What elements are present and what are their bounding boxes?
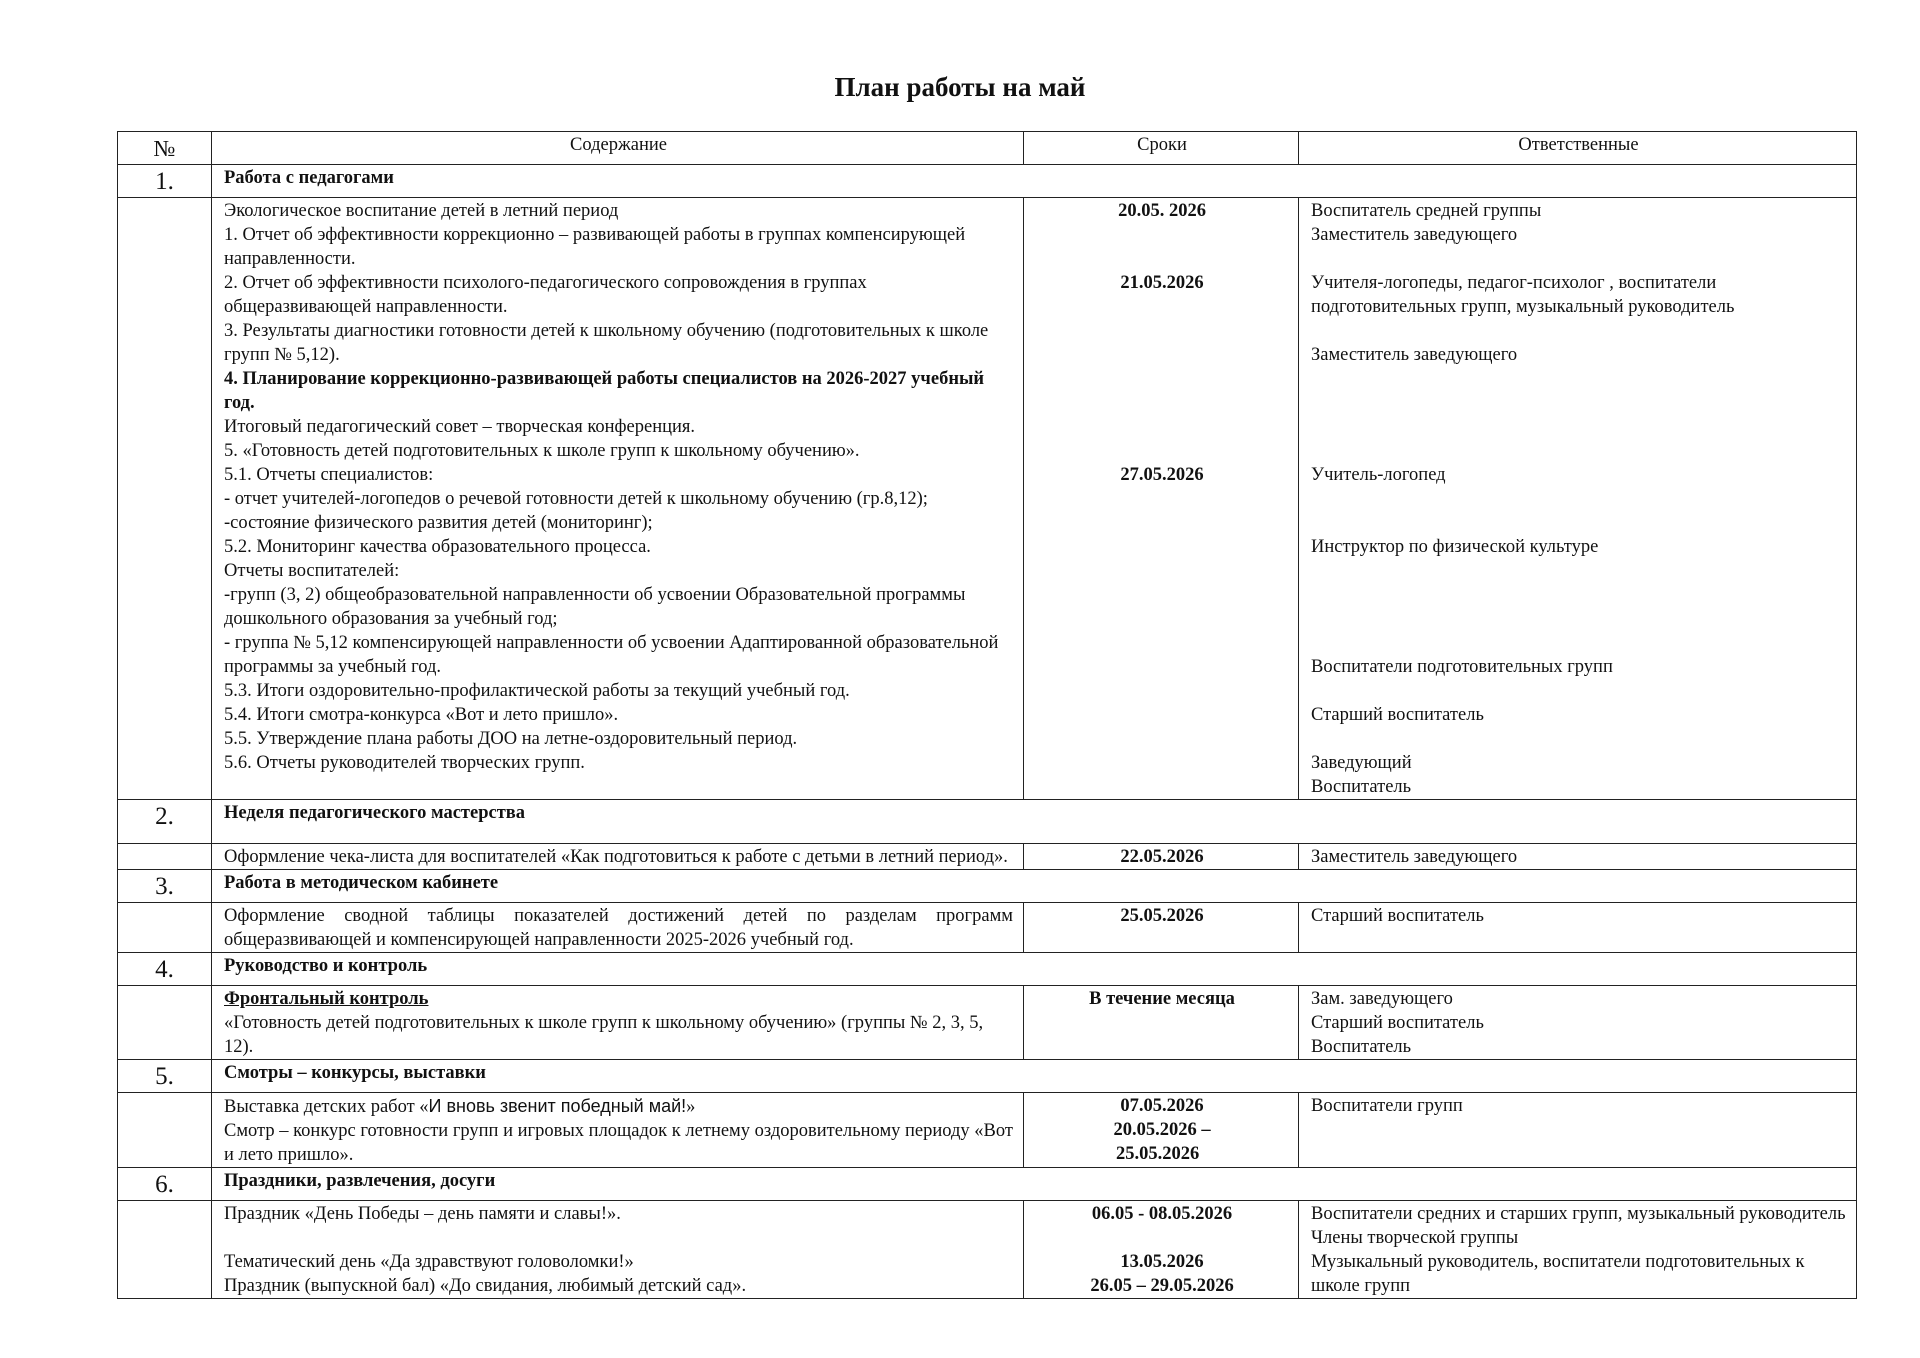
section-title: Руководство и контроль	[212, 953, 1857, 986]
responsible-line: Члены творческой группы	[1311, 1228, 1519, 1248]
content-line: Фронтальный контроль	[224, 989, 429, 1009]
content-line: «Готовность детей подготовительных к школе групп к школьному обучению» (группы № 2, 3, 5, 12).	[224, 1013, 984, 1057]
content-cell	[212, 1201, 1024, 1299]
work-plan-table	[117, 131, 1857, 1299]
content-line: Оформление чека-листа для воспитателей «Как подготовиться к работе с детьми в летний период».	[224, 847, 1008, 867]
content-line: 2. Отчет об эффективности психолого-педагогического сопровождения в группах общеразвивающей направленности.	[224, 273, 867, 317]
responsible-line: Старший воспитатель	[1311, 705, 1484, 725]
due-cell	[1024, 903, 1299, 953]
due-date: 13.05.2026	[1120, 1252, 1204, 1272]
responsible-cell	[1299, 1201, 1857, 1299]
section-number: 4.	[118, 953, 212, 986]
section-row-4	[118, 953, 1857, 986]
page-title: План работы на май	[834, 72, 1086, 102]
header-content: Содержание	[212, 132, 1024, 165]
due-date: 27.05.2026	[1120, 465, 1204, 485]
section-number: 5.	[118, 1060, 212, 1093]
empty-cell	[118, 1201, 212, 1299]
due-date: 20.05. 2026	[1118, 201, 1206, 221]
content-line: Праздник «День Победы – день памяти и славы!».	[224, 1204, 621, 1224]
header-responsible: Ответственные	[1299, 132, 1857, 165]
responsible-cell	[1299, 844, 1857, 870]
due-date: 06.05 - 08.05.2026	[1091, 1204, 1233, 1224]
responsible-line: Инструктор по физической культуре	[1311, 537, 1599, 557]
section-row-6	[118, 1168, 1857, 1201]
content-cell	[212, 986, 1024, 1060]
section-body-6	[118, 1201, 1857, 1299]
due-date: 22.05.2026	[1120, 847, 1204, 867]
content-line: Отчеты воспитателей:	[224, 561, 400, 581]
content-line: -групп (3, 2) общеобразовательной направленности об усвоении Образовательной программы дошкольного образования за учебный год;	[224, 585, 966, 629]
responsible-line: Заместитель заведующего	[1311, 225, 1518, 245]
content-cell	[212, 198, 1024, 800]
due-cell	[1024, 844, 1299, 870]
section-row-5	[118, 1060, 1857, 1093]
section-body-5	[118, 1093, 1857, 1168]
content-line: 4. Планирование коррекционно-развивающей работы специалистов на 2026-2027 учебный год.	[224, 369, 985, 413]
responsible-line: Воспитатели подготовительных групп	[1311, 657, 1613, 677]
section-number: 6.	[118, 1168, 212, 1201]
responsible-line: Воспитатель средней группы	[1311, 201, 1542, 221]
content-fragment: И вновь звенит победный май!	[428, 1096, 687, 1116]
content-line: 5.2. Мониторинг качества образовательного процесса.	[224, 537, 651, 557]
content-line: 5.6. Отчеты руководителей творческих групп.	[224, 753, 585, 773]
empty-cell	[118, 198, 212, 800]
content-line: 5.1. Отчеты специалистов:	[224, 465, 434, 485]
responsible-cell	[1299, 986, 1857, 1060]
content-fragment: »	[686, 1097, 696, 1117]
due-date: 25.05.2026	[1116, 1144, 1200, 1164]
responsible-line: Заместитель заведующего	[1311, 847, 1518, 867]
header-number: №	[118, 132, 212, 165]
due-cell	[1024, 198, 1299, 800]
responsible-line: Учитель-логопед	[1311, 465, 1446, 485]
empty-cell	[118, 1093, 212, 1168]
section-number: 3.	[118, 870, 212, 903]
table-header-row	[118, 132, 1857, 165]
responsible-cell	[1299, 903, 1857, 953]
content-line: Тематический день «Да здравствуют головоломки!»	[224, 1252, 634, 1272]
section-title: Праздники, развлечения, досуги	[212, 1168, 1857, 1201]
responsible-line: Заведующий	[1311, 753, 1412, 773]
content-line: Смотр – конкурс готовности групп и игровых площадок к летнему оздоровительному периоду «Вот и лето пришло».	[224, 1121, 1013, 1165]
responsible-line: Воспитатели групп	[1311, 1096, 1463, 1116]
empty-cell	[118, 844, 212, 870]
content-line: 5.5. Утверждение плана работы ДОО на летне-оздоровительный период.	[224, 729, 798, 749]
content-line: Итоговый педагогический совет – творческая конференция.	[224, 417, 696, 437]
responsible-line: Воспитатель	[1311, 1037, 1412, 1057]
due-date: 25.05.2026	[1120, 906, 1204, 926]
section-number: 1.	[118, 165, 212, 198]
responsible-line: Воспитатель	[1311, 777, 1412, 797]
responsible-line: Зам. заведующего	[1311, 989, 1453, 1009]
due-cell	[1024, 986, 1299, 1060]
section-row-1	[118, 165, 1857, 198]
content-fragment: Выставка детских работ «	[224, 1097, 429, 1117]
content-line: Оформление сводной таблицы показателей достижений детей по разделам программ общеразвивающей и компенсирующей направленности 2025-2026 учебный год.	[224, 906, 1013, 950]
responsible-line: Заместитель заведующего	[1311, 345, 1518, 365]
content-line: 5. «Готовность детей подготовительных к школе групп к школьному обучению».	[224, 441, 860, 461]
section-title: Смотры – конкурсы, выставки	[212, 1060, 1857, 1093]
content-line: 3. Результаты диагностики готовности детей к школьному обучению (подготовительных к школе групп № 5,12).	[224, 321, 989, 365]
responsible-line: Старший воспитатель	[1311, 906, 1484, 926]
content-line: - группа № 5,12 компенсирующей направленности об усвоении Адаптированной образовательной программы за учебный год.	[224, 633, 999, 677]
section-body-4	[118, 986, 1857, 1060]
content-cell	[212, 1093, 1024, 1168]
due-date: 07.05.2026	[1120, 1096, 1204, 1116]
content-cell	[212, 844, 1024, 870]
due-cell	[1024, 1093, 1299, 1168]
due-date: 26.05 – 29.05.2026	[1090, 1276, 1234, 1296]
section-row-3	[118, 870, 1857, 903]
content-cell	[212, 903, 1024, 953]
section-row-2	[118, 800, 1857, 844]
due-date: 21.05.2026	[1120, 273, 1204, 293]
content-line	[224, 1094, 1013, 1119]
content-line: Праздник (выпускной бал) «До свидания, любимый детский сад».	[224, 1276, 747, 1296]
section-title: Работа в методическом кабинете	[212, 870, 1857, 903]
content-line: - отчет учителей-логопедов о речевой готовности детей к школьному обучению (гр.8,12);	[224, 489, 928, 509]
content-line: 5.4. Итоги смотра-конкурса «Вот и лето пришло».	[224, 705, 619, 725]
content-line: 1. Отчет об эффективности коррекционно – развивающей работы в группах компенсирующей направленности.	[224, 225, 966, 269]
due-cell	[1024, 1201, 1299, 1299]
content-line: -состояние физического развития детей (мониторинг);	[224, 513, 653, 533]
header-due: Сроки	[1024, 132, 1299, 165]
section-body-2	[118, 844, 1857, 870]
section-body-1	[118, 198, 1857, 800]
content-line: 5.3. Итоги оздоровительно-профилактической работы за текущий учебный год.	[224, 681, 850, 701]
section-number: 2.	[118, 800, 212, 844]
section-body-3	[118, 903, 1857, 953]
responsible-line: Воспитатели средних и старших групп, музыкальный руководитель	[1311, 1204, 1846, 1224]
content-line: Экологическое воспитание детей в летний период	[224, 201, 619, 221]
empty-cell	[118, 903, 212, 953]
due-date: В течение месяца	[1089, 989, 1235, 1009]
section-title: Работа с педагогами	[212, 165, 1857, 198]
due-date: 20.05.2026 –	[1113, 1120, 1211, 1140]
responsible-cell	[1299, 198, 1857, 800]
section-title: Неделя педагогического мастерства	[212, 800, 1857, 844]
responsible-line: Музыкальный руководитель, воспитатели подготовительных к школе групп	[1311, 1252, 1805, 1296]
empty-cell	[118, 986, 212, 1060]
responsible-line: Старший воспитатель	[1311, 1013, 1484, 1033]
responsible-line: Учителя-логопеды, педагог-психолог , воспитатели подготовительных групп, музыкальный руководитель	[1311, 273, 1735, 317]
responsible-cell	[1299, 1093, 1857, 1168]
